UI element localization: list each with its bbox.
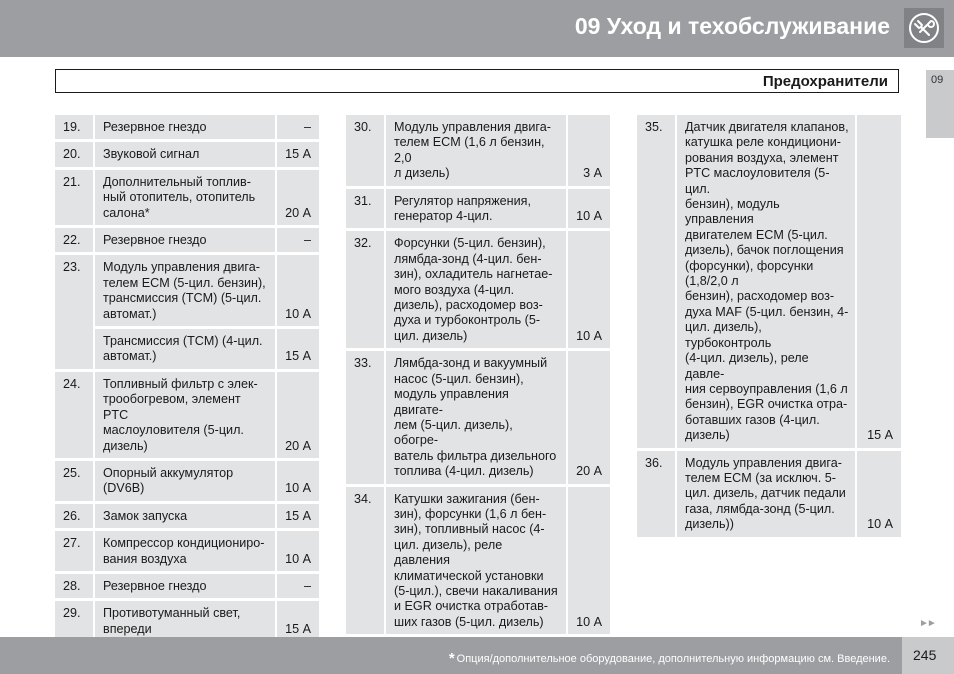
fuse-number: 25. xyxy=(55,461,93,501)
fuse-row xyxy=(637,451,901,537)
next-page-arrows: ►► xyxy=(919,618,935,629)
fuse-amperage: 10 А xyxy=(277,461,319,501)
fuse-row xyxy=(346,189,610,229)
fuse-description: Звуковой сигнал xyxy=(95,142,275,166)
fuse-number: 28. xyxy=(55,574,93,598)
fuse-amperage: 10 А xyxy=(857,451,901,537)
fuse-description: Дополнительный топлив- ный отопитель, отопитель салона* xyxy=(95,170,275,225)
fuse-number: 23. xyxy=(55,255,93,368)
fuse-description: Резервное гнездо xyxy=(95,228,275,252)
fuse-table-column-1 xyxy=(55,115,319,641)
fuse-row xyxy=(55,461,319,501)
fuse-row xyxy=(346,351,610,483)
fuse-number: 19. xyxy=(55,115,93,139)
fuse-number: 29. xyxy=(55,601,93,641)
fuse-amperage: 15 А xyxy=(857,115,901,448)
fuse-amperage: 20 А xyxy=(568,351,610,483)
page-number: 245 xyxy=(913,647,937,663)
fuse-description: Регулятор напряжения, генератор 4-цил. xyxy=(386,189,566,229)
fuse-number: 30. xyxy=(346,115,384,186)
footnote-text: Опция/дополнительное оборудование, дополнительную информацию см. Введение. xyxy=(456,653,890,665)
fuse-row xyxy=(55,504,319,528)
fuse-row xyxy=(55,228,319,252)
fuse-amperage: 10 А xyxy=(277,255,319,326)
fuse-description: Замок запуска xyxy=(95,504,275,528)
fuse-number: 24. xyxy=(55,372,93,458)
fuse-description: Катушки зажигания (бен- зин), форсунки (1,6 л бен- зин), топливный насос (4- цил. дизель), реле давления климатической установки (5-цил.), свечи накаливания и EGR очистка отработав- ших газов (5-цил. дизель) xyxy=(386,487,566,635)
fuse-number: 21. xyxy=(55,170,93,225)
fuse-subrows xyxy=(95,255,319,368)
footnote xyxy=(449,650,890,667)
fuse-description: Компрессор кондициониро- вания воздуха xyxy=(95,531,275,571)
fuse-number: 32. xyxy=(346,231,384,348)
fuse-row xyxy=(346,231,610,348)
fuse-description: Модуль управления двига- телем ECM (5-цил. бензин), трансмиссия (TCM) (5-цил. автомат.) xyxy=(95,255,275,326)
fuse-row xyxy=(346,487,610,635)
fuse-amperage: 15 А xyxy=(277,142,319,166)
fuse-row xyxy=(346,115,610,186)
fuse-amperage: 20 А xyxy=(277,170,319,225)
fuse-number: 27. xyxy=(55,531,93,571)
fuse-amperage: – xyxy=(277,574,319,598)
fuse-description: Резервное гнездо xyxy=(95,115,275,139)
chapter-header-bar xyxy=(0,0,954,57)
fuse-number: 33. xyxy=(346,351,384,483)
fuse-number: 20. xyxy=(55,142,93,166)
footer-bar xyxy=(0,637,954,674)
fuse-subrow xyxy=(95,255,319,326)
section-title: Предохранители xyxy=(762,73,888,90)
fuse-description: Трансмиссия (TCM) (4-цил. автомат.) xyxy=(95,329,275,369)
section-heading-bar xyxy=(55,69,899,93)
fuse-description: Модуль управления двига- телем ECM (за исключ. 5- цил. дизель, датчик педали газа, лямбда-зонд (5-цил. дизель)) xyxy=(677,451,855,537)
fuse-amperage: 10 А xyxy=(277,531,319,571)
fuse-row xyxy=(55,574,319,598)
fuse-description: Лямбда-зонд и вакуумный насос (5-цил. бензин), модуль управления двигате- лем (5-цил. дизель), обогре- ватель фильтра дизельного топлива (4-цил. дизель) xyxy=(386,351,566,483)
fuse-subrow xyxy=(95,329,319,369)
fuse-row xyxy=(55,531,319,571)
chapter-title: 09 Уход и техобслуживание xyxy=(574,13,890,39)
fuse-description: Опорный аккумулятор (DV6B) xyxy=(95,461,275,501)
fuse-table-column-3 xyxy=(637,115,901,537)
chapter-tab-label: 09 xyxy=(931,74,944,86)
fuse-amperage: 10 А xyxy=(568,231,610,348)
maintenance-icon xyxy=(904,8,944,48)
fuse-row xyxy=(55,601,319,641)
fuse-amperage: 15 А xyxy=(277,504,319,528)
fuse-amperage: 3 А xyxy=(568,115,610,186)
fuse-description: Резервное гнездо xyxy=(95,574,275,598)
fuse-amperage: 15 А xyxy=(277,601,319,641)
fuse-row xyxy=(55,255,319,368)
fuse-amperage: – xyxy=(277,115,319,139)
fuse-number: 36. xyxy=(637,451,675,537)
fuse-number: 35. xyxy=(637,115,675,448)
fuse-row xyxy=(55,115,319,139)
fuse-amperage: – xyxy=(277,228,319,252)
fuse-amperage: 20 А xyxy=(277,372,319,458)
fuse-number: 34. xyxy=(346,487,384,635)
fuse-row xyxy=(55,142,319,166)
fuse-table-column-2 xyxy=(346,115,610,634)
fuse-description: Модуль управления двига- телем ECM (1,6 л бензин, 2,0 л дизель) xyxy=(386,115,566,186)
fuse-description: Противотуманный свет, впереди xyxy=(95,601,275,641)
fuse-row xyxy=(637,115,901,448)
fuse-number: 26. xyxy=(55,504,93,528)
fuse-description: Форсунки (5-цил. бензин), лямбда-зонд (4-цил. бен- зин), охладитель нагнетае- мого воздуха (4-цил. дизель), расходомер воз- духа и турбоконтроль (5- цил. дизель) xyxy=(386,231,566,348)
fuse-description: Топливный фильтр с элек- трообогревом, элемент PTC маслоуловителя (5-цил. дизель) xyxy=(95,372,275,458)
fuse-description: Датчик двигателя клапанов, катушка реле кондициони- рования воздуха, элемент PTC маслоуловителя (5-цил. бензин), модуль управления двигателем ECM (5-цил. дизель), бачок поглощения (форсунки), форсунки (1,8/2,0 л бензин), расходомер воз- духа MAF (5-цил. бензин, 4- цил. дизель), турбоконтроль (4-цил. дизель), реле давле- ния сервоуправления (1,6 л бензин), EGR очистка отра- ботавших газов (4-цил. дизель) xyxy=(677,115,855,448)
fuse-number: 31. xyxy=(346,189,384,229)
fuse-number: 22. xyxy=(55,228,93,252)
fuse-row xyxy=(55,170,319,225)
fuse-amperage: 10 А xyxy=(568,487,610,635)
footnote-star: * xyxy=(448,650,455,667)
fuse-amperage: 10 А xyxy=(568,189,610,229)
fuse-row xyxy=(55,372,319,458)
fuse-amperage: 15 А xyxy=(277,329,319,369)
